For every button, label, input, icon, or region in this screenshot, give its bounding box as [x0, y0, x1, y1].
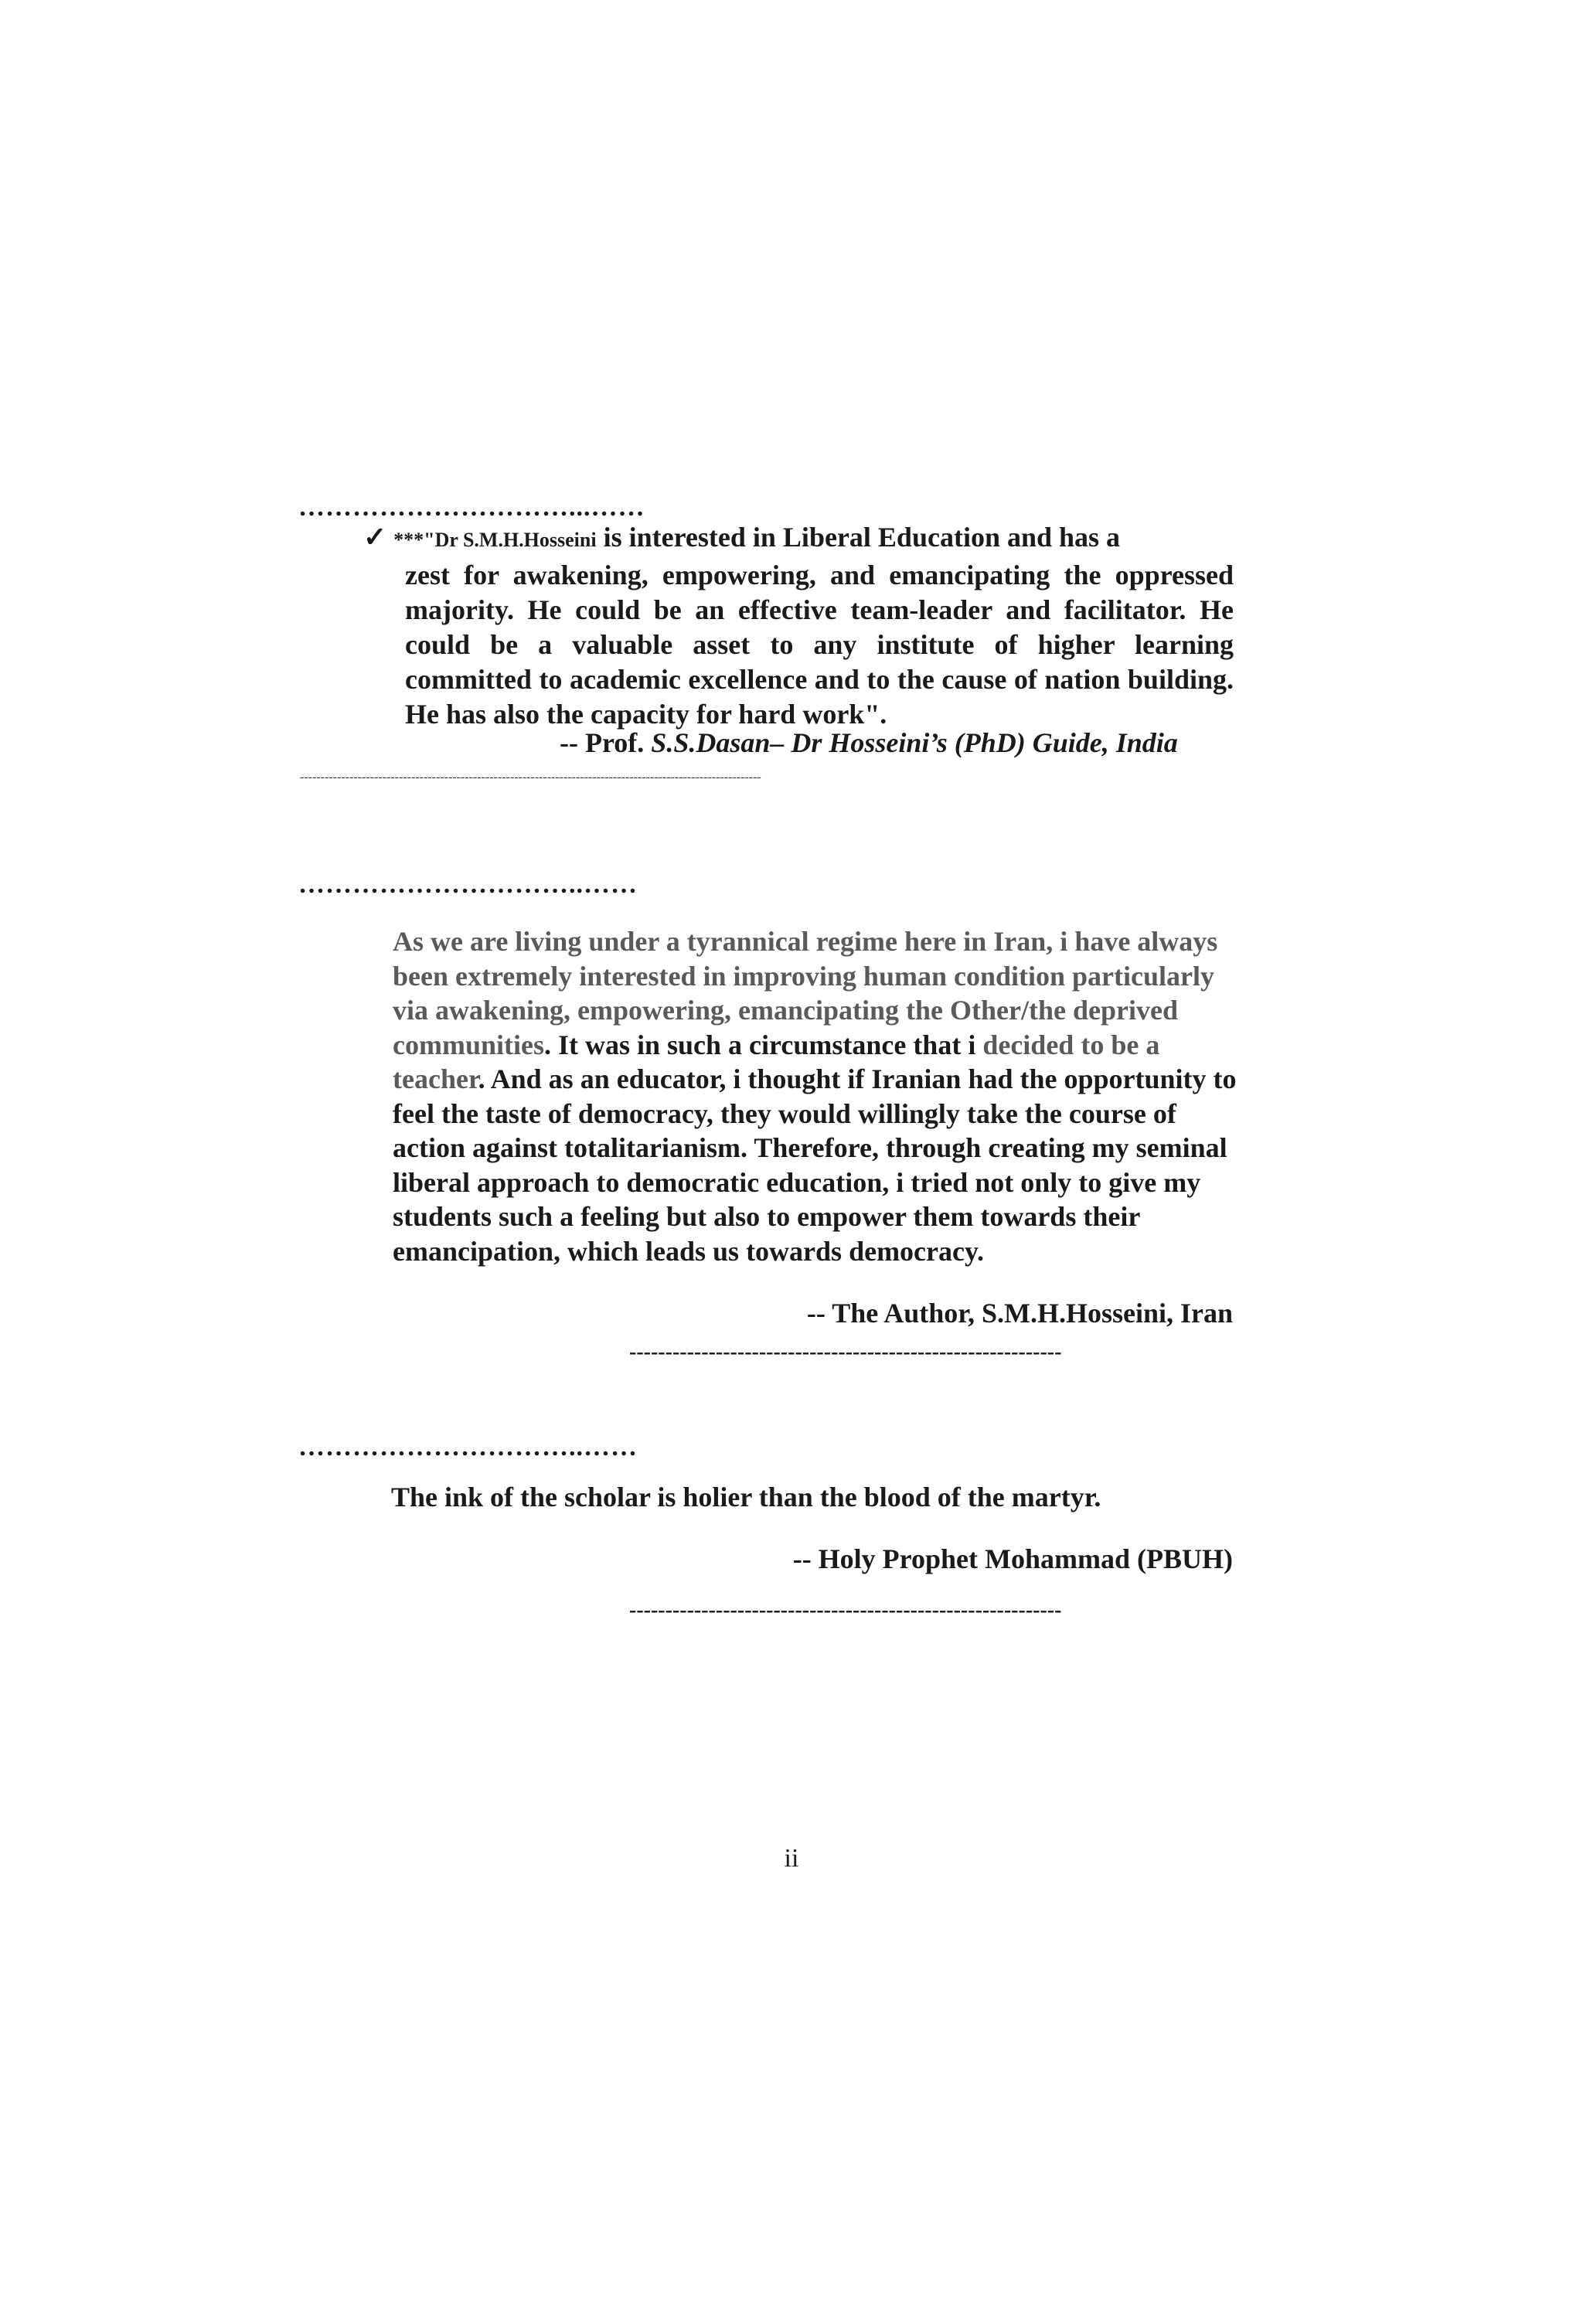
- separator-2: …………………………..……: [298, 870, 638, 899]
- quote3-body: The ink of the scholar is holier than the blood of the martyr.: [391, 1482, 1101, 1512]
- quote2-body: [393, 924, 1243, 1268]
- separator-3: …………………………..……: [298, 1433, 638, 1461]
- quote1-first-line: [363, 521, 1234, 553]
- quote3-attribution: -- Holy Prophet Mohammad (PBUH): [792, 1543, 1233, 1574]
- quote1-body: zest for awakening, empowering, and emancipating the oppressed majority. He could be an effective team-leader and facilitator. He could be a valuable asset to any institute of higher learning committed to academic excellence and to the cause of nation building. He has also the capacity for hard work".: [405, 560, 1234, 730]
- page-number: ii: [784, 1844, 799, 1873]
- quote2-text-4: decided to be a teacher: [393, 1029, 1160, 1094]
- quote1-attribution-name: S.S.Dasan– Dr Hosseini’s (PhD) Guide, India: [651, 727, 1178, 758]
- divider-1: ----------------------------------------------------------------------------------------------------------------: [300, 771, 761, 784]
- separator-1: …………………………...……: [298, 493, 645, 522]
- quote2-attribution: -- The Author, S.M.H.Hosseini, Iran: [806, 1298, 1233, 1329]
- divider-2: ------------------------------------------------------------: [629, 1342, 1062, 1363]
- quote1-attribution-prefix: -- Prof.: [560, 727, 652, 758]
- quote2-text-3: . It was in such a circumstance that i: [543, 1029, 983, 1060]
- quote1-first-line-text: is interested in Liberal Education and has a: [596, 522, 1121, 553]
- quote1-attribution: [560, 726, 1178, 759]
- quote2-text-5: . And as an educator, i thought if Iranian had the opportunity to feel the taste of democracy, they would willingly take the course of action against totalitarianism. Therefore, through creating my seminal liberal approach to democratic education, i tried not only to give my students such a feeling but also to empower them towards their emancipation, which leads us towards democracy.: [393, 1063, 1237, 1267]
- quote2-text-2: i have always been extremely interested in improving human condition particularly via awakening, empowering, emancipating the Other/the deprived communities: [393, 926, 1218, 1060]
- checkmark-icon: ✓: [363, 522, 387, 553]
- divider-3: ------------------------------------------------------------: [629, 1600, 1062, 1621]
- quote1-prefix: ***"Dr S.M.H.Hosseini: [393, 529, 597, 551]
- quote2-text-1: As we are living under a tyrannical regime here in Iran,: [393, 926, 1060, 957]
